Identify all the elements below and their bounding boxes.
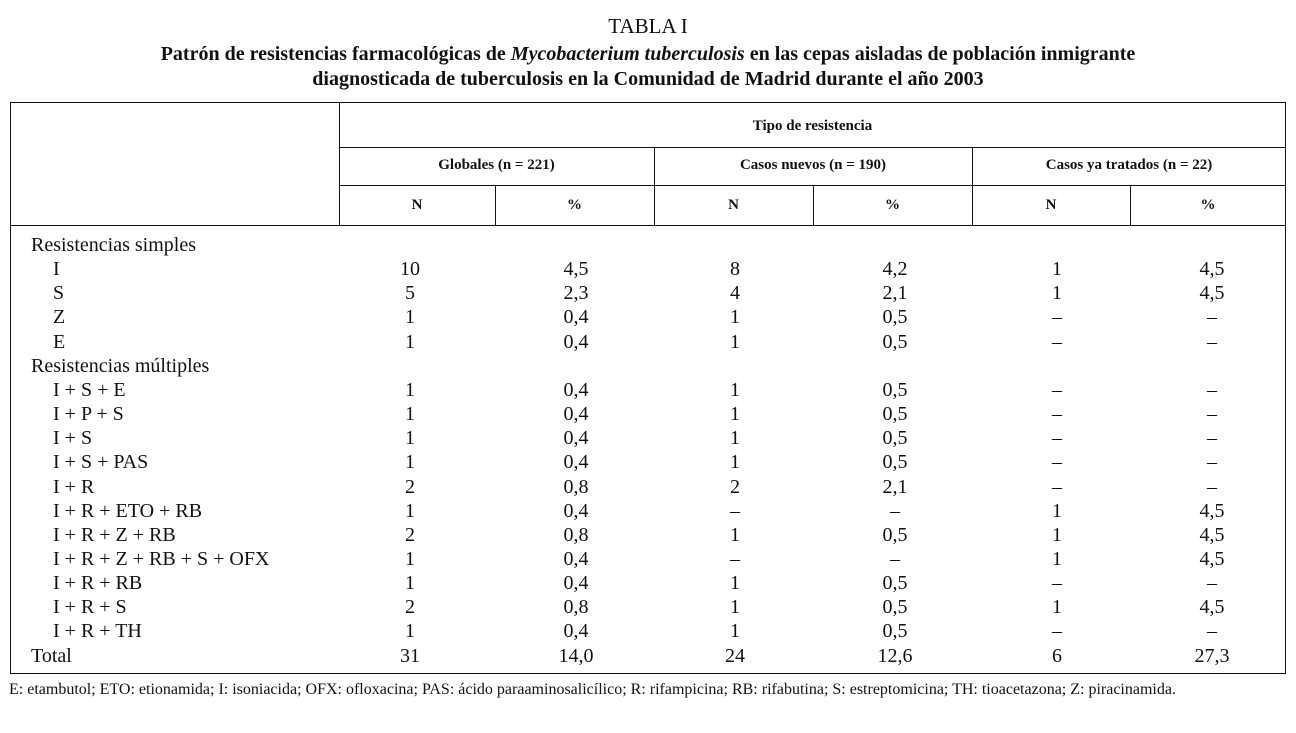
table-title-line-1 xyxy=(0,42,1296,66)
table-cell: 0,5 xyxy=(882,306,908,329)
row-label: I xyxy=(53,258,60,281)
table-cell: – xyxy=(1052,572,1062,595)
table-cell: 4,2 xyxy=(882,258,908,281)
table-cell: 27,3 xyxy=(1194,644,1230,667)
col-header-n: N xyxy=(728,197,739,213)
table-cell: 1 xyxy=(1052,547,1062,570)
table-cell: 1 xyxy=(730,427,740,450)
table-cell: 10 xyxy=(400,258,420,281)
section-label: Total xyxy=(31,644,72,667)
table-cell: 1 xyxy=(405,427,415,450)
table-cell: 0,5 xyxy=(882,596,908,619)
table-cell: 6 xyxy=(1052,644,1062,667)
table-cell: 0,8 xyxy=(563,475,589,498)
table-cell: 0,4 xyxy=(563,547,589,570)
table-cell: 0,4 xyxy=(563,572,589,595)
table-cell: 1 xyxy=(1052,258,1062,281)
row-label: I + R + Z + RB + S + OFX xyxy=(53,547,270,570)
table-cell: 2 xyxy=(730,475,740,498)
table-cell: 2,1 xyxy=(882,475,908,498)
table-cell: – xyxy=(1207,620,1217,643)
title-part-2: en las cepas aisladas de población inmigrante xyxy=(744,43,1136,65)
table-cell: 0,5 xyxy=(882,572,908,595)
table-cell: – xyxy=(1052,330,1062,353)
table-cell: 1 xyxy=(405,378,415,401)
row-label: S xyxy=(53,282,65,305)
table-cell: 5 xyxy=(405,282,415,305)
row-label: I + R + S xyxy=(53,596,127,619)
table-cell: 4,5 xyxy=(1199,258,1225,281)
table-cell: 1 xyxy=(1052,499,1062,522)
table-cell: 0,5 xyxy=(882,620,908,643)
group-title: Tipo de resistencia xyxy=(752,118,873,134)
table-cell: 1 xyxy=(405,306,415,329)
table-cell: 1 xyxy=(730,523,740,546)
table-cell: – xyxy=(730,547,740,570)
table-cell: 1 xyxy=(405,451,415,474)
table-cell: – xyxy=(1207,403,1217,426)
table-cell: 0,5 xyxy=(882,523,908,546)
table-cell: – xyxy=(1052,403,1062,426)
table-cell: 12,6 xyxy=(877,644,913,667)
table-cell: 31 xyxy=(400,644,420,667)
table-label: TABLA I xyxy=(608,14,688,38)
row-label: I + R + TH xyxy=(53,620,142,643)
rule-below-group-title xyxy=(339,147,1285,148)
table-cell: 1 xyxy=(730,378,740,401)
table-cell: 2 xyxy=(405,523,415,546)
table-cell: 1 xyxy=(405,403,415,426)
section-label: Resistencias simples xyxy=(31,234,196,256)
table-cell: 1 xyxy=(730,330,740,353)
table-cell: 0,5 xyxy=(882,330,908,353)
row-label: Z xyxy=(53,306,66,329)
table-cell: 2 xyxy=(405,475,415,498)
table-cell: 1 xyxy=(405,572,415,595)
table-cell: – xyxy=(890,499,900,522)
table-cell: 0,5 xyxy=(882,403,908,426)
group-globales: Globales (n = 221) xyxy=(438,157,555,173)
table-cell: 0,4 xyxy=(563,306,589,329)
table-cell: 4,5 xyxy=(563,258,589,281)
table-cell: 0,4 xyxy=(563,378,589,401)
title-italic-species: Mycobacterium tuberculosis xyxy=(510,43,745,65)
row-label: I + R + Z + RB xyxy=(53,523,176,546)
table-cell: – xyxy=(890,547,900,570)
table-cell: 4,5 xyxy=(1199,499,1225,522)
table-cell: 4,5 xyxy=(1199,596,1225,619)
table-cell: 1 xyxy=(405,547,415,570)
table-cell: 1 xyxy=(730,403,740,426)
rule-below-header xyxy=(10,225,1286,226)
table-cell: – xyxy=(730,499,740,522)
col-header-pct: % xyxy=(885,197,900,213)
table-cell: 0,4 xyxy=(563,330,589,353)
footnote: E: etambutol; ETO: etionamida; I: isoniacida; OFX: ofloxacina; PAS: ácido paraaminosalicílico; R: rifampicina; RB: rifabutina; S: estreptomicina; TH: tioacetazona; Z: piracinamida. xyxy=(9,681,1176,698)
table-cell: 8 xyxy=(730,258,740,281)
table-cell: 4,5 xyxy=(1199,282,1225,305)
table-cell: 1 xyxy=(730,596,740,619)
table-cell: – xyxy=(1052,378,1062,401)
table-cell: 0,5 xyxy=(882,378,908,401)
table-cell: 1 xyxy=(730,620,740,643)
row-label: E xyxy=(53,330,66,353)
table-cell: 4 xyxy=(730,282,740,305)
table-cell: 0,4 xyxy=(563,451,589,474)
table-cell: 0,4 xyxy=(563,620,589,643)
col-header-pct: % xyxy=(567,197,582,213)
table-cell: – xyxy=(1052,451,1062,474)
table-title-line-2: diagnosticada de tuberculosis en la Comunidad de Madrid durante el año 2003 xyxy=(312,68,984,90)
table-cell: 0,4 xyxy=(563,403,589,426)
table-cell: – xyxy=(1052,620,1062,643)
table-cell: 4,5 xyxy=(1199,523,1225,546)
table-cell: 1 xyxy=(405,499,415,522)
row-label: I + S + E xyxy=(53,378,126,401)
group-casos-nuevos: Casos nuevos (n = 190) xyxy=(739,157,887,173)
table-cell: – xyxy=(1207,378,1217,401)
table-cell: 0,8 xyxy=(563,596,589,619)
section-label: Resistencias múltiples xyxy=(31,354,210,377)
table-cell: 1 xyxy=(730,572,740,595)
table-cell: – xyxy=(1207,427,1217,450)
row-label: I + R + ETO + RB xyxy=(53,499,203,522)
table-cell: 0,5 xyxy=(882,427,908,450)
table-cell: 0,8 xyxy=(563,523,589,546)
table-cell: 2,3 xyxy=(563,282,589,305)
table-cell: 1 xyxy=(1052,523,1062,546)
row-label: I + S xyxy=(53,427,93,450)
table-cell: 0,4 xyxy=(563,427,589,450)
col-header-n: N xyxy=(411,197,423,213)
table-cell: 14,0 xyxy=(558,644,594,667)
group-casos-tratados: Casos ya tratados (n = 22) xyxy=(1045,157,1213,173)
table-cell: – xyxy=(1207,572,1217,595)
table-cell: 1 xyxy=(405,620,415,643)
row-label: I + S + PAS xyxy=(53,451,149,474)
title-part-1: Patrón de resistencias farmacológicas de xyxy=(160,43,511,65)
table-cell: 2,1 xyxy=(882,282,908,305)
table-cell: – xyxy=(1052,306,1062,329)
table-cell: 1 xyxy=(405,330,415,353)
table-cell: 1 xyxy=(1052,282,1062,305)
table-cell: – xyxy=(1207,475,1217,498)
table-cell: 1 xyxy=(1052,596,1062,619)
table-cell: – xyxy=(1207,330,1217,353)
table-cell: 1 xyxy=(730,451,740,474)
table-cell: – xyxy=(1052,427,1062,450)
table-cell: 1 xyxy=(730,306,740,329)
row-label: I + P + S xyxy=(53,403,124,426)
table-cell: 0,5 xyxy=(882,451,908,474)
table-cell: – xyxy=(1207,451,1217,474)
table-cell: 2 xyxy=(405,596,415,619)
table-cell: 4,5 xyxy=(1199,547,1225,570)
table-cell: 24 xyxy=(725,644,745,667)
col-header-n: N xyxy=(1045,197,1057,213)
row-label: I + R xyxy=(53,475,95,498)
row-label: I + R + RB xyxy=(53,572,143,595)
col-header-pct: % xyxy=(1200,197,1216,213)
table-cell: – xyxy=(1052,475,1062,498)
table-cell: – xyxy=(1207,306,1217,329)
rule-below-groups xyxy=(339,185,1285,186)
table-cell: 0,4 xyxy=(563,499,589,522)
